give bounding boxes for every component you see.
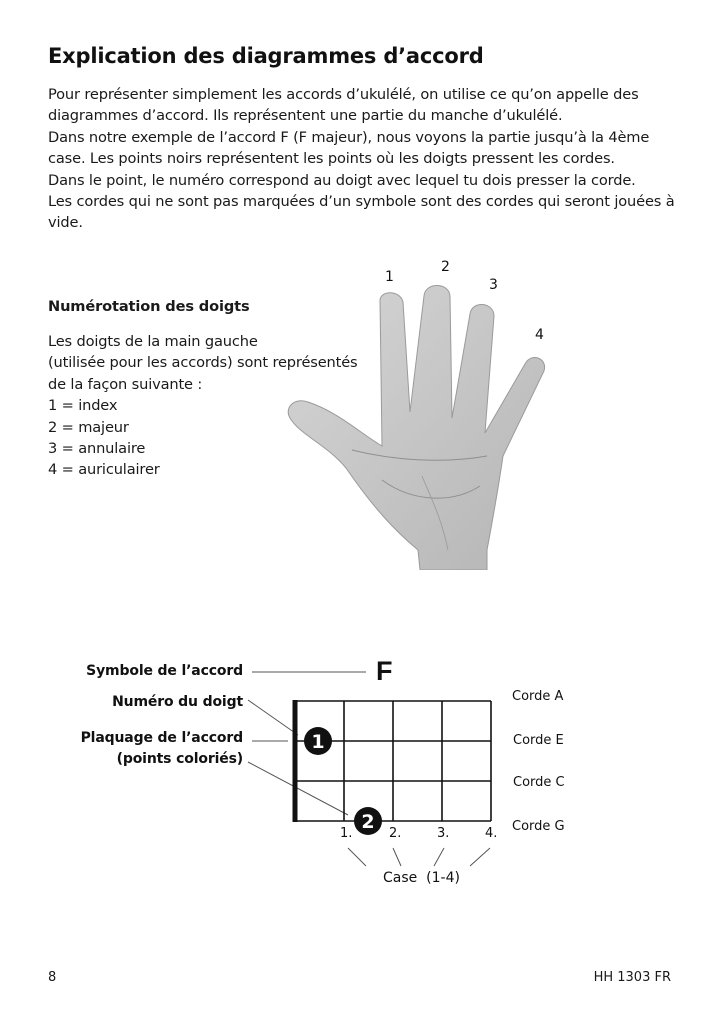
document-code: HH 1303 FR xyxy=(593,970,671,985)
string-label-a: Corde A xyxy=(512,689,564,704)
intro-paragraph: Dans le point, le numéro correspond au doigt avec lequel tu dois presser la corde. xyxy=(48,171,636,189)
string-label-e: Corde E xyxy=(513,733,564,748)
finger-number-4: 4 xyxy=(535,327,544,343)
pointer-line xyxy=(248,762,348,815)
fingers-line: Les doigts de la main gauche xyxy=(48,333,258,350)
case-pointer xyxy=(434,848,444,866)
case-label: Case (1-4) xyxy=(383,870,460,886)
chord-grid xyxy=(0,640,719,900)
fret-number-4: 4. xyxy=(485,826,498,841)
finger-number-2: 2 xyxy=(441,259,450,275)
case-pointer xyxy=(348,848,366,866)
chord-diagram xyxy=(0,640,719,900)
chord-symbol: F xyxy=(376,656,393,686)
string-label-g: Corde G xyxy=(512,819,565,834)
fingers-line: 2 = majeur xyxy=(48,418,129,436)
intro-paragraph: Les cordes qui ne sont pas marquées d’un symbole sont des cordes qui seront jouées à vide. xyxy=(48,193,675,232)
hand-illustration xyxy=(282,250,562,570)
hand-drawing xyxy=(282,250,562,570)
fret-number-3: 3. xyxy=(437,826,450,841)
fret-number-1: 1. xyxy=(340,826,353,841)
label-finger-number: Numéro du doigt xyxy=(112,694,243,710)
fingers-line: (utilisée pour les accords) sont représentés xyxy=(48,354,358,372)
label-chord-symbol: Symbole de l’accord xyxy=(86,663,243,679)
label-barre-sub: (points coloriés) xyxy=(116,751,243,767)
intro-paragraph: Dans notre exemple de l’accord F (F majeur), nous voyons la partie jusqu’à la 4ème case. Les points noirs représentent les points où les doigts pressent les cordes. xyxy=(48,128,650,168)
hand-silhouette xyxy=(288,286,544,571)
finger-number-1: 1 xyxy=(385,269,394,285)
pointer-line xyxy=(248,700,298,735)
fingers-line: 3 = annulaire xyxy=(48,440,146,458)
string-label-c: Corde C xyxy=(513,775,565,790)
label-barre: Plaquage de l’accord xyxy=(80,730,243,746)
fingers-line: 1 = index xyxy=(48,397,118,415)
fingers-line: 4 = auriculairer xyxy=(48,461,160,479)
finger-dot-number: 2 xyxy=(361,811,375,833)
intro-paragraph: Pour représenter simplement les accords d’ukulélé, on utilise ce qu’on appelle des diagrammes d’accord. Ils représentent une partie du manche d’ukulélé. xyxy=(48,86,639,125)
fingers-heading: Numérotation des doigts xyxy=(48,298,250,315)
finger-dot-number: 1 xyxy=(311,731,325,753)
case-pointer xyxy=(470,848,490,866)
page-number: 8 xyxy=(48,970,57,985)
fingers-line: de la façon suivante : xyxy=(48,375,203,393)
fret-number-2: 2. xyxy=(389,826,402,841)
intro-text xyxy=(48,84,688,234)
finger-number-3: 3 xyxy=(489,277,498,293)
page-title: Explication des diagrammes d’accord xyxy=(48,44,484,68)
case-pointer xyxy=(393,848,401,866)
